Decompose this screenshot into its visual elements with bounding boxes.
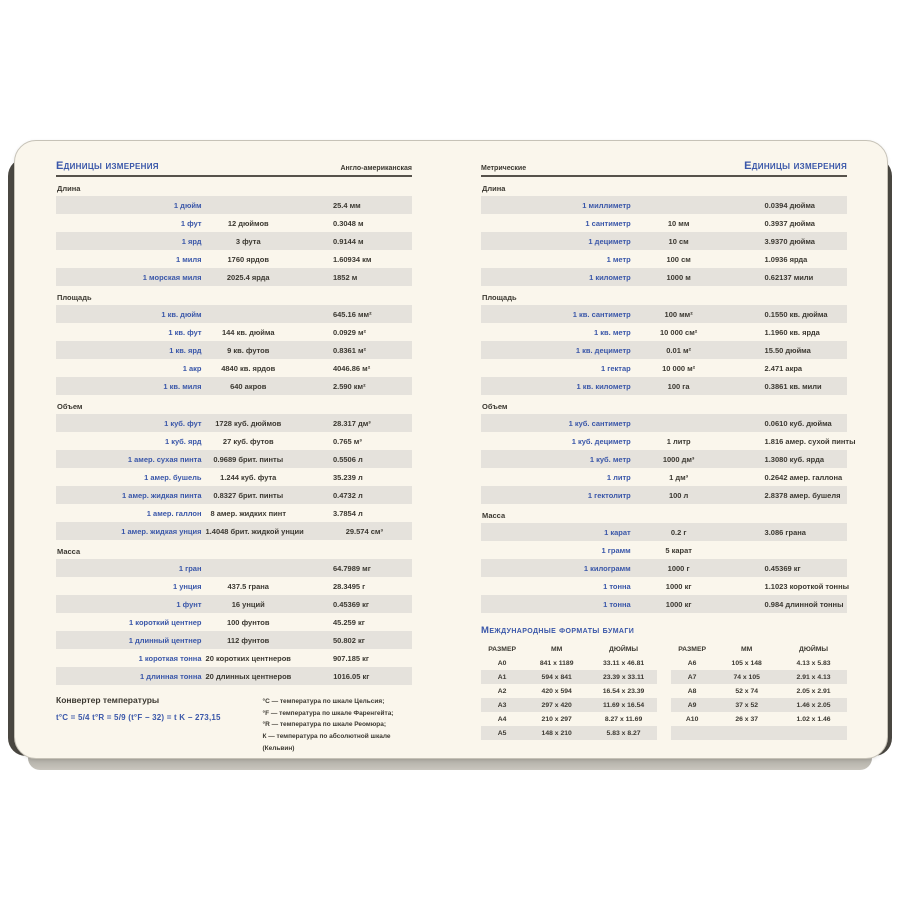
unit-label: 1 кв. сантиметр xyxy=(572,309,631,319)
equivalent-value: 144 кв. дюйма xyxy=(221,327,275,337)
conversion-row xyxy=(56,559,412,577)
conversion-row xyxy=(481,414,847,432)
converted-value: 0.45369 кг xyxy=(332,599,370,609)
unit-label: 1 короткая тонна xyxy=(138,653,202,663)
equivalent-value: 640 акров xyxy=(230,381,267,391)
format-header-row xyxy=(671,642,847,656)
converted-value: 25.4 мм xyxy=(332,200,361,210)
note-line: К — температура по абсолютной шкале (Кельвин) xyxy=(262,733,391,752)
unit-label: 1 морская миля xyxy=(142,272,202,282)
unit-label: 1 гектолитр xyxy=(587,490,631,500)
equivalent-value: 0.8327 брит. пинты xyxy=(213,490,284,500)
equivalent-value: 27 куб. футов xyxy=(222,436,274,446)
note-line: °F — температура по шкале Фаренгейта; xyxy=(262,709,394,717)
unit-label: 1 дюйм xyxy=(173,200,202,210)
equivalent-value: 1728 куб. дюймов xyxy=(215,418,282,428)
equivalent-value: 0.2 г xyxy=(670,527,687,537)
unit-label: 1 длинная тонна xyxy=(140,671,202,681)
conversion-row xyxy=(481,468,847,486)
section-title: Масса xyxy=(482,511,506,520)
conversion-row xyxy=(481,196,847,214)
conversion-row xyxy=(481,268,847,286)
unit-label: 1 амер. бушель xyxy=(144,472,202,482)
format-row xyxy=(671,712,847,726)
format-inches: 23.39 x 33.11 xyxy=(602,673,645,681)
left-page-header xyxy=(56,157,412,177)
unit-label: 1 тонна xyxy=(603,581,631,591)
format-row xyxy=(481,656,657,670)
unit-label: 1 короткий центнер xyxy=(129,617,202,627)
page-subtitle: Англо-американская xyxy=(340,165,412,172)
format-row xyxy=(671,670,847,684)
format-mm: 210 x 297 xyxy=(541,715,572,723)
unit-label: 1 амер. сухая пинта xyxy=(127,454,202,464)
equivalent-value: 0.01 м² xyxy=(666,345,691,355)
unit-label: 1 амер. галлон xyxy=(146,508,202,518)
conversion-row xyxy=(481,486,847,504)
unit-label: 1 сантиметр xyxy=(585,218,631,228)
conversion-row xyxy=(56,595,412,613)
format-mm: 52 x 74 xyxy=(735,687,759,695)
format-row xyxy=(481,712,657,726)
unit-label: 1 гектар xyxy=(600,363,631,373)
conversion-row xyxy=(481,323,847,341)
converted-value: 35.239 л xyxy=(332,472,363,482)
conversion-row xyxy=(56,631,412,649)
conversion-row xyxy=(481,341,847,359)
equivalent-value: 1 литр xyxy=(666,436,691,446)
left-page xyxy=(56,157,412,754)
converted-value: 1.0936 ярда xyxy=(764,254,808,264)
converted-value: 2.471 акра xyxy=(764,363,803,373)
format-size: A2 xyxy=(497,687,507,695)
conversion-row xyxy=(56,432,412,450)
format-size: A1 xyxy=(497,673,507,681)
converted-value: 0.765 м³ xyxy=(332,436,362,446)
converted-value: 0.1550 кв. дюйма xyxy=(764,309,828,319)
unit-label: 1 ярд xyxy=(181,236,202,246)
converted-value: 0.3861 кв. мили xyxy=(764,381,822,391)
equivalent-value: 1000 г xyxy=(667,563,690,573)
conversion-row xyxy=(56,196,412,214)
unit-label: 1 кв. метр xyxy=(594,327,631,337)
converted-value: 45.259 кг xyxy=(332,617,365,627)
converted-value: 29.574 см³ xyxy=(345,526,383,536)
unit-label: 1 грамм xyxy=(601,545,631,555)
format-size: A6 xyxy=(687,659,697,667)
unit-label: 1 длинный центнер xyxy=(128,635,202,645)
equivalent-value: 100 га xyxy=(667,381,690,391)
unit-label: 1 куб. фут xyxy=(164,418,202,428)
unit-label: 1 кв. километр xyxy=(576,381,631,391)
conversion-row xyxy=(56,649,412,667)
converted-value: 0.9144 м xyxy=(332,236,364,246)
conversion-row xyxy=(56,250,412,268)
metric-tables xyxy=(481,184,856,613)
unit-label: 1 литр xyxy=(606,472,631,482)
conversion-row xyxy=(56,377,412,395)
format-row xyxy=(481,698,657,712)
format-row xyxy=(671,656,847,670)
unit-label: 1 фунт xyxy=(176,599,202,609)
conversion-row xyxy=(481,377,847,395)
conversion-row xyxy=(481,559,847,577)
equivalent-value: 9 кв. футов xyxy=(227,345,270,355)
converted-value: 0.0929 м² xyxy=(332,327,367,337)
converted-value: 0.4732 л xyxy=(332,490,363,500)
unit-label: 1 карат xyxy=(604,527,631,537)
converted-value: 0.62137 мили xyxy=(764,272,814,282)
temperature-converter-title: Конвертер температуры xyxy=(56,695,160,705)
conversion-row xyxy=(56,613,412,631)
anglo-american-tables xyxy=(56,184,412,685)
converted-value: 0.984 длинной тонны xyxy=(764,599,844,609)
format-row xyxy=(671,726,847,740)
converted-value: 4046.86 м² xyxy=(332,363,371,373)
converted-value: 1.60934 км xyxy=(332,254,372,264)
format-mm: ММ xyxy=(741,645,753,653)
converted-value: 1852 м xyxy=(332,272,358,282)
equivalent-value: 100 л xyxy=(668,490,689,500)
unit-label: 1 куб. сантиметр xyxy=(568,418,631,428)
equivalent-value: 1000 м xyxy=(666,272,691,282)
conversion-row xyxy=(56,504,412,522)
converted-value: 28.3495 г xyxy=(332,581,366,591)
unit-label: 1 дециметр xyxy=(588,236,631,246)
conversion-row xyxy=(56,486,412,504)
unit-label: 1 куб. метр xyxy=(589,454,631,464)
conversion-row xyxy=(481,432,856,450)
unit-label: 1 миллиметр xyxy=(582,200,631,210)
conversion-row xyxy=(481,305,847,323)
conversion-row xyxy=(56,214,412,232)
format-inches: 1.02 x 1.46 xyxy=(796,715,831,723)
converted-value: 28.317 дм³ xyxy=(332,418,371,428)
unit-label: 1 кв. дециметр xyxy=(575,345,631,355)
unit-label: 1 кв. дюйм xyxy=(161,309,202,319)
conversion-row xyxy=(481,214,847,232)
conversion-row xyxy=(56,323,412,341)
equivalent-value: 8 амер. жидких пинт xyxy=(210,508,286,518)
format-mm: 841 x 1189 xyxy=(539,659,574,667)
conversion-row xyxy=(56,468,412,486)
section-title: Объем xyxy=(482,402,508,411)
conversion-row xyxy=(56,414,412,432)
section-title: Длина xyxy=(482,184,506,193)
unit-label: 1 куб. ярд xyxy=(165,436,202,446)
format-inches: 11.69 x 16.54 xyxy=(602,701,645,709)
converted-value: 0.5506 л xyxy=(332,454,363,464)
equivalent-value: 3 фута xyxy=(235,236,261,246)
conversion-row xyxy=(56,577,412,595)
equivalent-value: 100 см xyxy=(666,254,691,264)
converted-value: 0.45369 кг xyxy=(764,563,801,573)
format-mm: 148 x 210 xyxy=(541,729,572,737)
equivalent-value: 5 карат xyxy=(665,545,692,555)
converted-value: 3.9370 дюйма xyxy=(764,236,815,246)
conversion-row xyxy=(481,359,847,377)
format-inches: 33.11 x 46.81 xyxy=(602,659,645,667)
format-inches: 2.91 x 4.13 xyxy=(796,673,831,681)
format-mm: 74 x 105 xyxy=(733,673,760,681)
converted-value: 0.8361 м² xyxy=(332,345,367,355)
format-header-row xyxy=(481,642,657,656)
equivalent-value: 1.4048 брит. жидкой унции xyxy=(205,526,304,536)
unit-label: 1 тонна xyxy=(603,599,631,609)
paper-formats-table-a0-a5 xyxy=(481,642,657,740)
paper-formats-table-a6-a10 xyxy=(671,642,847,740)
note-line: °R — температура по шкале Реомюра; xyxy=(262,721,387,729)
unit-label: 1 миля xyxy=(175,254,202,264)
right-page xyxy=(481,157,856,740)
temperature-formula: t°C = 5/4 t°R = 5/9 (t°F − 32) = t K − 273,15 xyxy=(56,713,221,722)
format-inches: ДЮЙМЫ xyxy=(799,645,829,653)
format-row xyxy=(481,670,657,684)
format-mm: 26 x 37 xyxy=(735,715,759,723)
format-size: РАЗМЕР xyxy=(678,645,707,653)
diary-page-spread xyxy=(14,140,888,759)
converted-value: 64.7989 мг xyxy=(332,563,371,573)
converted-value: 0.3937 дюйма xyxy=(764,218,815,228)
paper-formats-title: Международные форматы бумаги xyxy=(481,625,635,636)
page-title: Единицы измерения xyxy=(744,160,847,172)
format-size: A3 xyxy=(497,701,507,709)
converted-value: 2.8378 амер. бушеля xyxy=(764,490,841,500)
note-line: °C — температура по шкале Цельсия; xyxy=(262,698,385,705)
unit-label: 1 гран xyxy=(178,563,202,573)
format-inches: 5.83 x 8.27 xyxy=(606,729,641,737)
conversion-row xyxy=(56,341,412,359)
conversion-row xyxy=(481,232,847,250)
unit-label: 1 килограмм xyxy=(583,563,631,573)
format-row xyxy=(481,726,657,740)
converted-value: 1016.05 кг xyxy=(333,671,370,681)
conversion-row xyxy=(481,250,847,268)
section-title: Масса xyxy=(57,547,81,556)
converted-value: 50.802 кг xyxy=(332,635,365,645)
unit-label: 1 метр xyxy=(606,254,631,264)
format-mm: ММ xyxy=(551,645,563,653)
converted-value: 0.0610 куб. дюйма xyxy=(764,418,832,428)
unit-label: 1 кв. миля xyxy=(163,381,202,391)
section-title: Объем xyxy=(57,402,83,411)
format-size: A8 xyxy=(687,687,697,695)
equivalent-value: 1.244 куб. фута xyxy=(220,472,277,482)
format-size: A4 xyxy=(497,715,507,723)
unit-label: 1 акр xyxy=(182,363,202,373)
temperature-converter xyxy=(56,695,412,754)
format-mm: 297 x 420 xyxy=(541,701,572,709)
unit-label: 1 унция xyxy=(172,581,202,591)
conversion-row xyxy=(56,359,412,377)
equivalent-value: 100 мм² xyxy=(664,309,693,319)
format-inches: 4.13 x 5.83 xyxy=(796,659,831,667)
conversion-row xyxy=(481,577,850,595)
conversion-row xyxy=(481,450,847,468)
equivalent-value: 0.9689 брит. пинты xyxy=(213,454,284,464)
equivalent-value: 100 фунтов xyxy=(226,617,270,627)
paper-formats-section xyxy=(481,625,847,740)
format-mm: 420 x 594 xyxy=(541,687,572,695)
format-inches: 2.05 x 2.91 xyxy=(796,687,831,695)
paper-formats-tables xyxy=(481,642,847,740)
format-mm: 594 x 841 xyxy=(541,673,572,681)
converted-value: 3.086 грана xyxy=(764,527,806,537)
conversion-row xyxy=(56,667,412,685)
equivalent-value: 20 коротких центнеров xyxy=(205,653,291,663)
converted-value: 15.50 дюйма xyxy=(764,345,811,355)
unit-label: 1 амер. жидкая пинта xyxy=(122,490,202,500)
conversion-row xyxy=(56,450,412,468)
converted-value: 3.7854 л xyxy=(332,508,363,518)
equivalent-value: 20 длинных центнеров xyxy=(205,671,292,681)
equivalent-value: 4840 кв. ярдов xyxy=(221,363,276,373)
section-title: Длина xyxy=(57,184,81,193)
equivalent-value: 1 дм³ xyxy=(669,472,689,482)
unit-label: 1 куб. дециметр xyxy=(571,436,631,446)
page-title: Единицы измерения xyxy=(56,160,159,172)
format-size: A7 xyxy=(687,673,697,681)
format-inches: 8.27 x 11.69 xyxy=(604,715,643,723)
converted-value: 0.2642 амер. галлона xyxy=(764,472,843,482)
format-row xyxy=(671,684,847,698)
converted-value: 0.3048 м xyxy=(332,218,364,228)
converted-value: 645.16 мм² xyxy=(332,309,372,319)
equivalent-value: 1000 дм³ xyxy=(662,454,695,464)
format-inches: ДЮЙМЫ xyxy=(609,645,639,653)
unit-label: 1 кв. фут xyxy=(168,327,202,337)
equivalent-value: 10 см xyxy=(668,236,689,246)
page-subtitle: Метрические xyxy=(481,165,527,172)
format-size: A0 xyxy=(497,659,507,667)
conversion-row xyxy=(481,523,847,541)
converted-value: 1.1023 короткой тонны xyxy=(764,581,850,591)
conversion-row xyxy=(56,268,412,286)
converted-value: 907.185 кг xyxy=(332,653,370,663)
unit-label: 1 амер. жидкая унция xyxy=(121,526,202,536)
equivalent-value: 2025.4 ярда xyxy=(226,272,270,282)
equivalent-value: 1000 кг xyxy=(665,599,692,609)
right-page-header xyxy=(481,157,847,177)
unit-label: 1 кв. ярд xyxy=(169,345,202,355)
equivalent-value: 10 мм xyxy=(667,218,690,228)
format-size: A5 xyxy=(497,729,507,737)
format-size: A10 xyxy=(685,715,699,723)
format-row xyxy=(481,684,657,698)
format-row xyxy=(671,698,847,712)
conversion-row xyxy=(56,232,412,250)
format-mm: 37 x 52 xyxy=(735,701,759,709)
converted-value: 1.816 амер. сухой пинты xyxy=(764,436,856,446)
temperature-converter-main xyxy=(56,695,262,754)
format-mm: 105 x 148 xyxy=(731,659,762,667)
equivalent-value: 16 унций xyxy=(231,599,265,609)
converted-value: 1.3080 куб. ярда xyxy=(764,454,824,464)
section-title: Площадь xyxy=(482,293,517,302)
format-size: РАЗМЕР xyxy=(488,645,517,653)
equivalent-value: 437.5 грана xyxy=(227,581,269,591)
unit-label: 1 километр xyxy=(589,272,631,282)
converted-value: 0.0394 дюйма xyxy=(764,200,815,210)
equivalent-value: 10 000 см² xyxy=(660,327,698,337)
section-title: Площадь xyxy=(57,293,92,302)
equivalent-value: 10 000 м² xyxy=(662,363,696,373)
equivalent-value: 112 фунтов xyxy=(227,635,270,645)
conversion-row xyxy=(56,522,412,540)
conversion-row xyxy=(481,595,847,613)
converted-value: 1.1960 кв. ярда xyxy=(764,327,820,337)
equivalent-value: 1760 ярдов xyxy=(227,254,269,264)
converted-value: 2.590 км² xyxy=(332,381,366,391)
format-size: A9 xyxy=(687,701,697,709)
temperature-scale-notes xyxy=(262,695,412,754)
equivalent-value: 1000 кг xyxy=(665,581,692,591)
equivalent-value: 12 дюймов xyxy=(227,218,269,228)
format-inches: 1.46 x 2.05 xyxy=(796,701,831,709)
unit-label: 1 фут xyxy=(180,218,202,228)
conversion-row xyxy=(481,541,847,559)
format-inches: 16.54 x 23.39 xyxy=(602,687,645,695)
conversion-row xyxy=(56,305,412,323)
